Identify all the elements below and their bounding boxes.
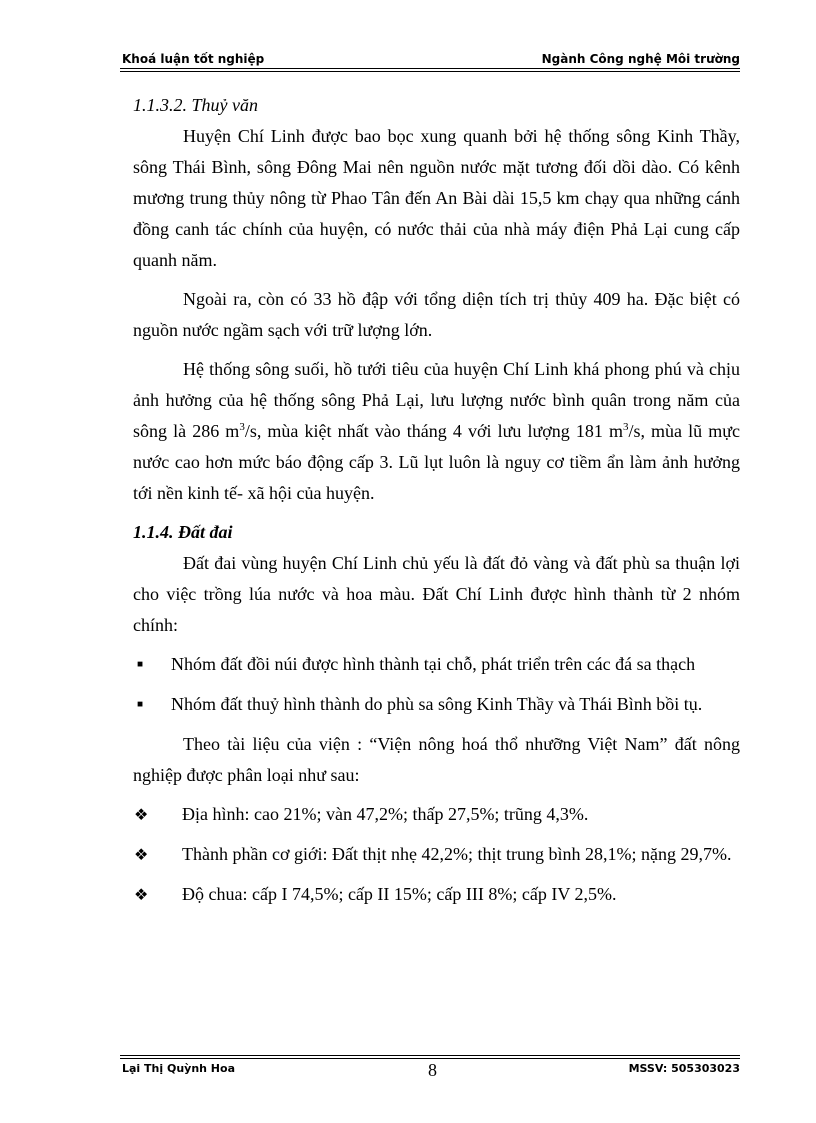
paragraph-land-types: Đất đai vùng huyện Chí Linh chủ yếu là đất đỏ vàng và đất phù sa thuận lợi cho việc trồng lúa nước và hoa màu. Đất Chí Linh được hình thành từ 2 nhóm chính: xyxy=(133,553,740,635)
footer-rule-thin xyxy=(120,1058,740,1059)
footer-student-id: MSSV: 505303023 xyxy=(628,1062,740,1075)
footer-author: Lại Thị Quỳnh Hoa xyxy=(122,1062,235,1075)
list-item xyxy=(133,689,740,720)
list-item-text: Địa hình: cao 21%; vàn 47,2%; thấp 27,5%; trũng 4,3%. xyxy=(182,804,589,824)
page-body xyxy=(133,90,740,919)
header-rule xyxy=(120,68,740,69)
footer-rule xyxy=(120,1055,740,1056)
flow-text-c: /s, mùa lũ mực nước cao hơn mức báo động cấp 3. Lũ lụt luôn là nguy cơ tiềm ẩn làm ảnh hưởng tới nền kinh tế- xã hội của huyện. xyxy=(133,421,741,503)
square-bullet-icon: ■ xyxy=(137,659,144,670)
list-item xyxy=(133,799,740,830)
section-heading-hydrology: 1.1.3.2. Thuỷ văn xyxy=(133,95,258,115)
list-item xyxy=(133,649,740,680)
header-rule-thin xyxy=(120,71,740,72)
paragraph-river-flow xyxy=(133,354,740,509)
superscript-3: 3 xyxy=(622,421,629,433)
flow-text-a: Hệ thống sông suối, hồ tưới tiêu của huyện Chí Linh khá phong phú và chịu ảnh hưởng của hệ thống sông Phả Lại, lưu lượng nước bình quân trong năm của sông là 286 m xyxy=(133,359,740,441)
paragraph-reservoirs: Ngoài ra, còn có 33 hồ đập với tổng diện tích trị thủy 409 ha. Đặc biệt có nguồn nước ngầm sạch với trữ lượng lớn. xyxy=(133,289,740,340)
header-major: Ngành Công nghệ Môi trường xyxy=(541,52,740,66)
section-heading-land: 1.1.4. Đất đai xyxy=(133,522,233,542)
paragraph-rivers: Huyện Chí Linh được bao bọc xung quanh bởi hệ thống sông Kinh Thầy, sông Thái Bình, sông Đông Mai nên nguồn nước mặt tương đối dồi dào. Có kênh mương trung thủy nông từ Phao Tân đến An Bài dài 15,5 km chạy qua những cánh đồng canh tác chính của huyện, có nước thải của nhà máy điện Phả Lại cung cấp quanh năm. xyxy=(133,126,740,270)
header-thesis-title: Khoá luận tốt nghiệp xyxy=(122,52,265,66)
square-bullet-icon: ■ xyxy=(137,699,144,710)
page-header xyxy=(120,50,740,68)
paragraph-classification: Theo tài liệu của viện : “Viện nông hoá thổ nhưỡng Việt Nam” đất nông nghiệp được phân loại như sau: xyxy=(133,734,740,785)
list-item-text: Nhóm đất thuỷ hình thành do phù sa sông Kinh Thầy và Thái Bình bồi tụ. xyxy=(171,694,703,714)
list-item-text: Nhóm đất đồi núi được hình thành tại chỗ, phát triển trên các đá sa thạch xyxy=(171,654,696,674)
diamond-bullet-icon: ❖ xyxy=(134,805,149,824)
flow-text-b: /s, mùa kiệt nhất vào tháng 4 với lưu lượng 181 m xyxy=(244,421,623,441)
list-item xyxy=(133,839,740,870)
diamond-bullet-icon: ❖ xyxy=(134,885,149,904)
page-footer xyxy=(120,1060,740,1082)
list-item-text: Độ chua: cấp I 74,5%; cấp II 15%; cấp III 8%; cấp IV 2,5%. xyxy=(182,884,617,904)
diamond-bullet-icon: ❖ xyxy=(134,845,149,864)
page-number: 8 xyxy=(428,1060,437,1080)
list-item xyxy=(133,879,740,910)
list-item-text: Thành phần cơ giới: Đất thịt nhẹ 42,2%; thịt trung bình 28,1%; nặng 29,7%. xyxy=(182,844,732,864)
superscript-3: 3 xyxy=(239,421,245,433)
